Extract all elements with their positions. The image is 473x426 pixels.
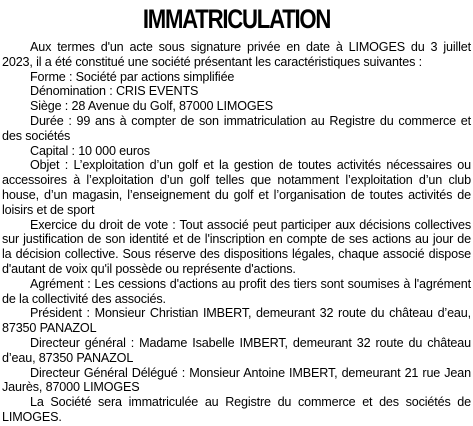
paragraph-siege: Siège : 28 Avenue du Golf, 87000 LIMOGES [30,99,274,114]
paragraph-duree: Durée : 99 ans à compter de son immatriculation au Registre du commerce et des sociétés [2,113,471,143]
paragraph-directeur-general: Directeur général : Madame Isabelle IMBERT, demeurant 32 route du château d’eau, 87350 PANAZOL [2,335,471,365]
paragraph-forme: Forme : Société par actions simplifiée [30,69,235,84]
paragraph-preamble: Aux termes d'un acte sous signature privée en date à LIMOGES du 3 juillet 2023, il a été constitué une société présentant les caractéristiques suivantes : [2,40,471,69]
paragraph-capital: Capital : 10 000 euros [30,143,150,158]
paragraph-agrement: Agrément : Les cessions d'actions au profit des tiers sont soumises à l'agrément de la collectivité des associés. [2,276,471,306]
paragraph-president: Président : Monsieur Christian IMBERT, demeurant 32 route du château d’eau, 87350 PANAZOL [2,306,471,336]
paragraph-immatriculation: La Société sera immatriculée au Registre du commerce et des sociétés de LIMOGES. [2,395,471,424]
paragraph-denomination: Dénomination : CRIS EVENTS [30,84,199,99]
paragraph-droit-de-vote: Exercice du droit de vote : Tout associé peut participer aux décisions collectives sur justification de son identité et de l'inscription en compte de ses actions au jour de la décision collective. Sous réserve des dispositions légales, chaque associé dispose d'autant de voix qu'il possède ou représente d'actions. [2,217,471,276]
notice-title: IMMATRICULATION [142,4,331,34]
notice-body [2,40,471,425]
paragraph-objet: Objet : L’exploitation d’un golf et la gestion de toutes activités nécessaires ou accessoires à l’exploitation d’un golf telles que notamment l’exploitation d’un club house, d’un magasin, l’enseignement du golf et l’organisation de toutes activités de loisirs et de sport [2,158,471,217]
paragraph-directeur-general-delegue: Directeur Général Délégué : Monsieur Antoine IMBERT, demeurant 21 rue Jean Jaurès, 87000 LIMOGES [2,365,471,395]
